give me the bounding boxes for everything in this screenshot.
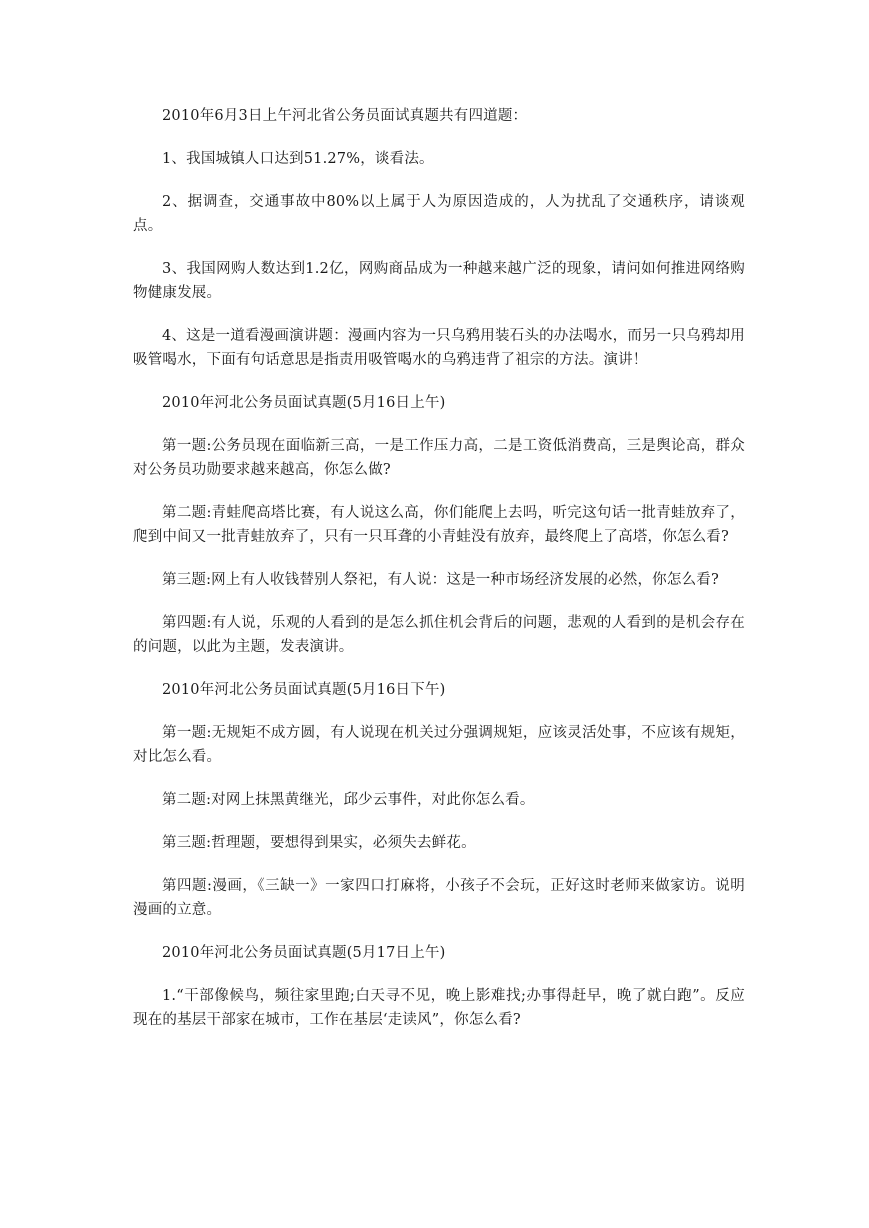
question-paragraph: 第四题:有人说，乐观的人看到的是怎么抓住机会背后的问题，悲观的人看到的是机会存在的问题，以此为主题，发表演讲。 [133, 615, 745, 655]
question-paragraph: 第一题:公务员现在面临新三高，一是工作压力高，二是工资低消费高，三是舆论高，群众对公务员功勋要求越来越高，你怎么做? [133, 438, 745, 478]
question-paragraph: 3、我国网购人数达到1.2亿，网购商品成为一种越来越广泛的现象，请问如何推进网络购物健康发展。 [133, 261, 745, 301]
section-heading: 2010年河北公务员面试真题(5月16日下午) [162, 682, 446, 698]
question-paragraph: 第二题:对网上抹黑黄继光，邱少云事件，对此你怎么看。 [162, 792, 535, 808]
question-paragraph: 第一题:无规矩不成方圆，有人说现在机关过分强调规矩，应该灵活处事，不应该有规矩，对比怎么看。 [133, 725, 745, 765]
question-paragraph: 第三题:网上有人收钱替别人祭祀，有人说：这是一种市场经济发展的必然，你怎么看? [162, 572, 719, 588]
question-paragraph: 1.“干部像候鸟，频往家里跑;白天寻不见，晚上影难找;办事得赶早，晚了就白跑”。反应现在的基层干部家在城市，工作在基层‘走读风”，你怎么看? [133, 988, 745, 1028]
question-paragraph: 第四题:漫画，《三缺一》一家四口打麻将，小孩子不会玩，正好这时老师来做家访。说明漫画的立意。 [133, 878, 745, 918]
intro-heading: 2010年6月3日上午河北省公务员面试真题共有四道题： [162, 108, 528, 124]
question-paragraph: 1、我国城镇人口达到51.27%，谈看法。 [162, 151, 434, 167]
question-paragraph: 4、这是一道看漫画演讲题：漫画内容为一只乌鸦用装石头的办法喝水，而另一只乌鸦却用吸管喝水，下面有句话意思是指责用吸管喝水的乌鸦违背了祖宗的方法。演讲！ [133, 328, 745, 368]
question-paragraph: 第三题:哲理题，要想得到果实，必须失去鲜花。 [162, 835, 476, 851]
section-heading: 2010年河北公务员面试真题(5月17日上午) [162, 945, 446, 961]
document-body [133, 104, 745, 1051]
question-paragraph: 第二题:青蛙爬高塔比赛，有人说这么高，你们能爬上去吗，听完这句话一批青蛙放弃了，爬到中间又一批青蛙放弃了，只有一只耳聋的小青蛙没有放弃，最终爬上了高塔，你怎么看? [133, 505, 745, 545]
question-paragraph: 2、据调查，交通事故中80%以上属于人为原因造成的，人为扰乱了交通秩序，请谈观点。 [133, 194, 745, 234]
section-heading: 2010年河北公务员面试真题(5月16日上午) [162, 395, 446, 411]
